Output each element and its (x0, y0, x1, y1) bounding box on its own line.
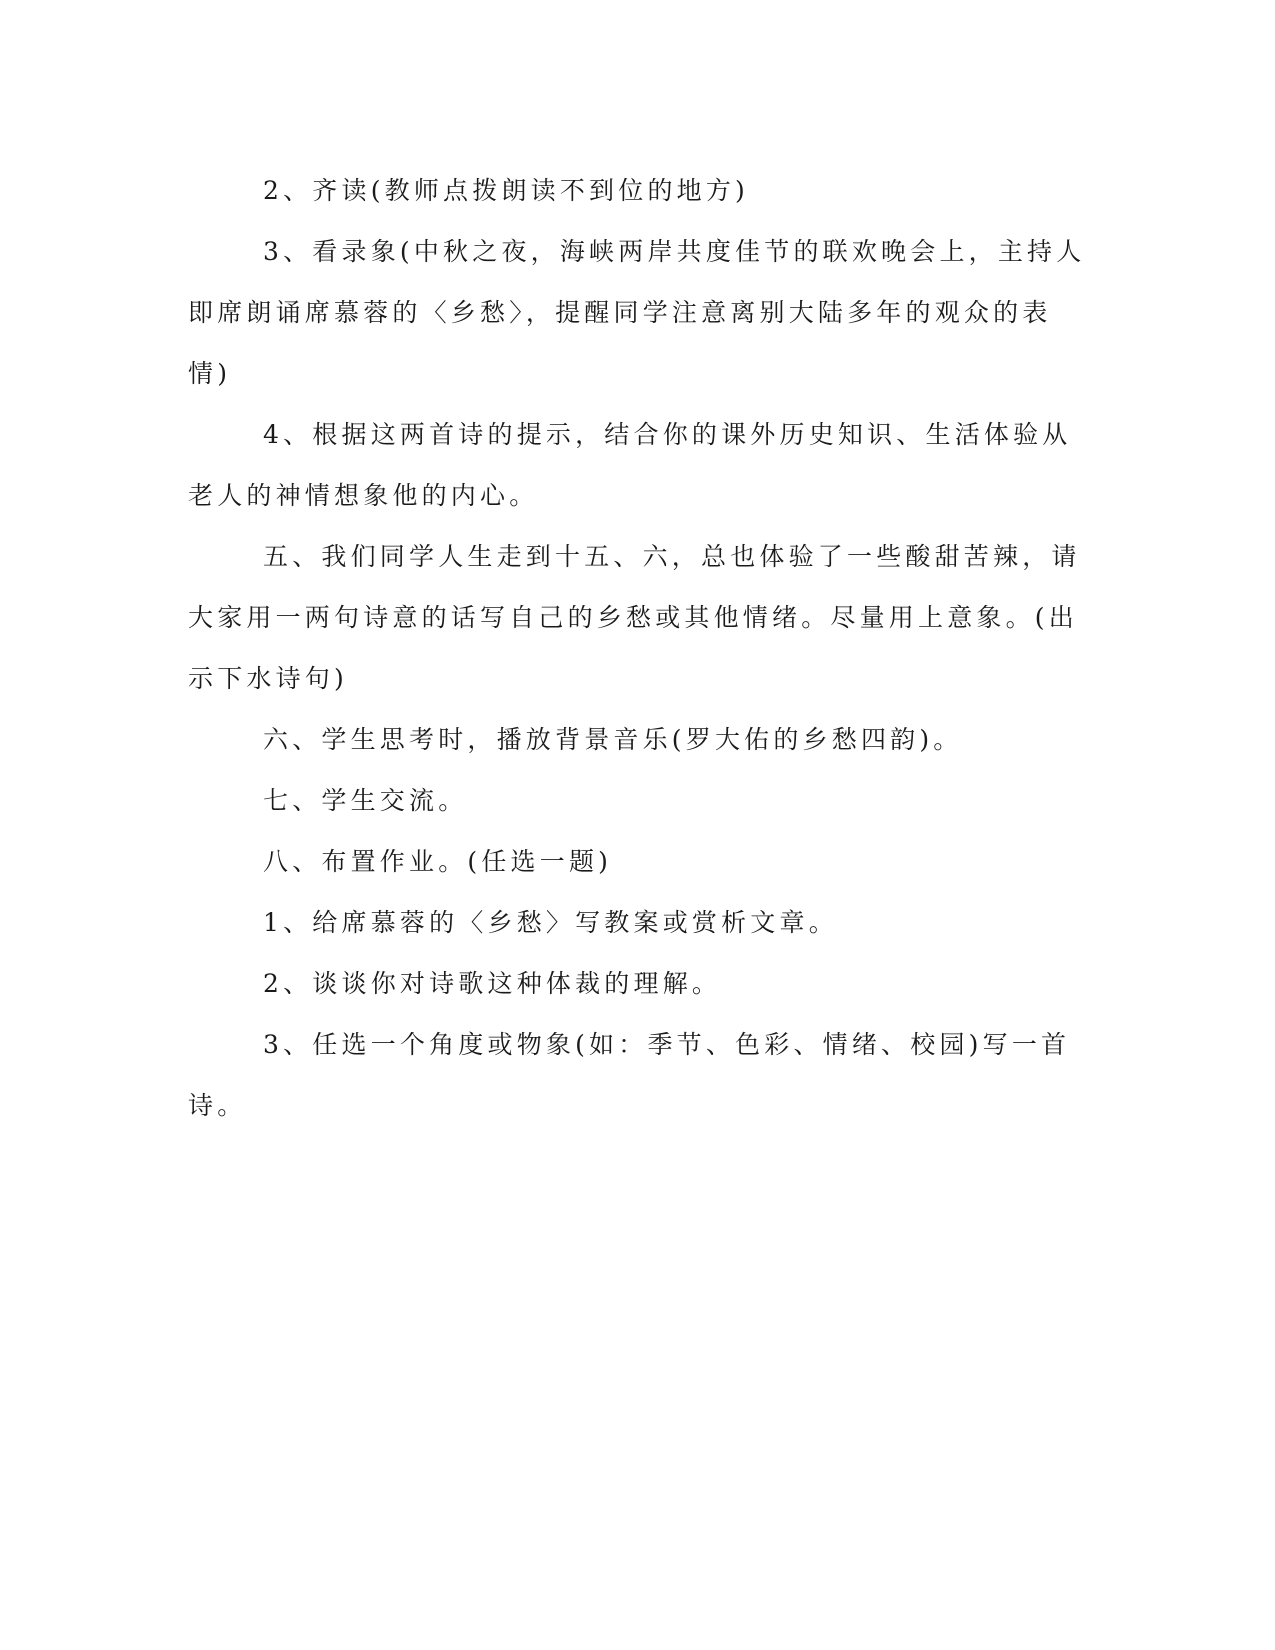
paragraph-homework-2: 2、谈谈你对诗歌这种体裁的理解。 (263, 969, 722, 998)
paragraph-section-8-homework: 八、布置作业。(任选一题) (263, 847, 613, 876)
paragraph-section-6-music: 六、学生思考时，播放背景音乐(罗大佑的乡愁四韵)。 (263, 725, 963, 754)
paragraph-section-7-exchange: 七、学生交流。 (263, 786, 468, 815)
document-body (188, 160, 1088, 1136)
paragraph-step-4-imagine: 4、根据这两首诗的提示，结合你的课外历史知识、生活体验从老人的神情想象他的内心。 (188, 420, 1072, 510)
paragraph-homework-1: 1、给席慕蓉的〈乡愁〉写教案或赏析文章。 (263, 908, 838, 937)
paragraph-step-3-watch-video: 3、看录象(中秋之夜，海峡两岸共度佳节的联欢晚会上，主持人即席朗诵席慕蓉的〈乡愁〉，提醒同学注意离别大陆多年的观众的表情) (188, 237, 1086, 388)
paragraph-step-2-read-together: 2、齐读(教师点拨朗读不到位的地方) (263, 176, 750, 205)
paragraph-section-5-writing: 五、我们同学人生走到十五、六，总也体验了一些酸甜苦辣，请大家用一两句诗意的话写自己的乡愁或其他情绪。尽量用上意象。(出示下水诗句) (188, 542, 1081, 693)
paragraph-homework-3: 3、任选一个角度或物象(如：季节、色彩、情绪、校园)写一首诗。 (188, 1030, 1071, 1120)
